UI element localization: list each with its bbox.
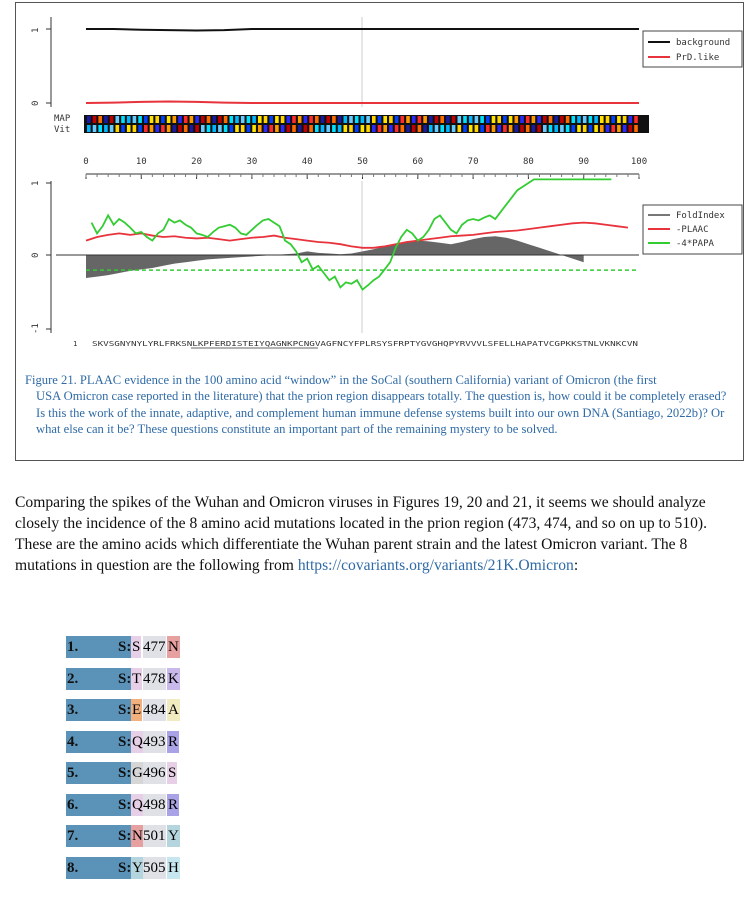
vit-track-cell	[326, 125, 330, 132]
vit-track-cell	[144, 125, 148, 132]
papa-series-line	[92, 179, 612, 289]
vit-track-cell	[133, 125, 137, 132]
x-tick-label: 70	[467, 157, 479, 167]
vit-track-cell	[423, 125, 427, 132]
vit-track-cell	[218, 125, 222, 132]
map-track-cell	[475, 116, 479, 123]
map-track-cell	[355, 116, 359, 123]
vit-track-cell	[332, 125, 336, 132]
vit-track-cell	[315, 125, 319, 132]
map-track-cell	[543, 116, 547, 123]
mutation-gene: S:	[118, 857, 131, 879]
map-track-cell	[332, 116, 336, 123]
vit-track-cell	[155, 125, 159, 132]
mutation-number: 7.	[66, 825, 118, 847]
map-track-cell	[469, 116, 473, 123]
map-track-cell	[532, 116, 536, 123]
vit-track-cell	[492, 125, 496, 132]
map-track-cell	[241, 116, 245, 123]
map-track-cell	[338, 116, 342, 123]
mutation-position: 484	[143, 699, 166, 721]
map-track-cell	[309, 116, 313, 123]
map-track-cell	[269, 116, 273, 123]
map-track-cell	[429, 116, 433, 123]
map-track-cell	[315, 116, 319, 123]
vit-track-label: Vit	[54, 125, 71, 135]
vit-track-cell	[401, 125, 405, 132]
map-track-cell	[492, 116, 496, 123]
map-track-cell	[617, 116, 621, 123]
mutation-row	[66, 668, 182, 690]
vit-track-cell	[509, 125, 513, 132]
mutation-gene: S:	[118, 825, 131, 847]
mutation-to-residue: A	[167, 699, 180, 721]
vit-track-cell	[121, 125, 125, 132]
mutation-to-residue: N	[167, 636, 180, 658]
map-track-cell	[133, 116, 137, 123]
map-track-cell	[606, 116, 610, 123]
map-track-cell	[537, 116, 541, 123]
vit-track-cell	[178, 125, 182, 132]
mutation-from-residue: G	[131, 762, 144, 784]
map-track-cell	[304, 116, 308, 123]
vit-track-cell	[292, 125, 296, 132]
mutation-number: 8.	[66, 857, 118, 879]
map-track-label: MAP	[54, 114, 71, 124]
vit-track-cell	[543, 125, 547, 132]
x-tick-label: 60	[412, 157, 424, 167]
bottom-ytick-0: 0	[31, 252, 41, 258]
vit-track-cell	[104, 125, 108, 132]
figure-caption	[25, 372, 735, 438]
top-legend	[643, 31, 742, 67]
map-track-cell	[572, 116, 576, 123]
vit-track-cell	[418, 125, 422, 132]
x-tick-label: 20	[191, 157, 203, 167]
map-track-cell	[577, 116, 581, 123]
vit-track-cell	[458, 125, 462, 132]
map-track-cell	[435, 116, 439, 123]
vit-track-cell	[606, 125, 610, 132]
mutation-gene: S:	[118, 668, 131, 690]
vit-track-cell	[446, 125, 450, 132]
map-track-cell	[281, 116, 285, 123]
map-track-cell	[389, 116, 393, 123]
vit-track-cell	[532, 125, 536, 132]
map-track-cell	[144, 116, 148, 123]
map-track-cell	[173, 116, 177, 123]
map-track-cell	[235, 116, 239, 123]
map-track-cell	[611, 116, 615, 123]
map-track-cell	[560, 116, 564, 123]
mutation-row	[66, 794, 182, 816]
mutation-row	[66, 825, 182, 847]
vit-track-cell	[366, 125, 370, 132]
mutation-position: 477	[143, 636, 166, 658]
x-tick-label: 100	[630, 157, 648, 167]
x-tick-label: 90	[578, 157, 590, 167]
map-track-cell	[583, 116, 587, 123]
map-track-cell	[480, 116, 484, 123]
vit-track-cell	[150, 125, 154, 132]
map-track-cell	[104, 116, 108, 123]
vit-track-cell	[258, 125, 262, 132]
mutation-gene: S:	[118, 699, 131, 721]
foldindex-area	[86, 236, 584, 278]
vit-track-cell	[629, 125, 633, 132]
map-track-cell	[406, 116, 410, 123]
map-track-cell	[520, 116, 524, 123]
mutation-row	[66, 762, 182, 784]
map-track-cell	[566, 116, 570, 123]
map-track-cell	[292, 116, 296, 123]
map-track-cell	[178, 116, 182, 123]
map-track-cell	[634, 116, 638, 123]
x-tick-label: 50	[357, 157, 368, 167]
map-track-cell	[629, 116, 633, 123]
vit-track-cell	[93, 125, 97, 132]
vit-track-cell	[212, 125, 216, 132]
vit-track-cell	[537, 125, 541, 132]
legend-foldindex: FoldIndex	[676, 211, 725, 221]
vit-track-cell	[594, 125, 598, 132]
mutation-position: 478	[143, 668, 166, 690]
map-track-cell	[195, 116, 199, 123]
mutation-position: 501	[143, 825, 166, 847]
vit-track-cell	[355, 125, 359, 132]
map-track-cell	[275, 116, 279, 123]
vit-track-cell	[617, 125, 621, 132]
vit-track-cell	[520, 125, 524, 132]
vit-track-cell	[304, 125, 308, 132]
vit-track-cell	[554, 125, 558, 132]
caption-continuation: USA Omicron case reported in the literature) that the prion region disappears totally. The question is, how could it be completely erased? Is this the work of the innate, adaptive, and complement human immune defense systems built into our own DNA (Santiago, 2022b)? Or what else can it be? These questions constitute an important part of the remaining mystery to be solved.	[36, 389, 727, 437]
vit-track-cell	[497, 125, 501, 132]
map-track-cell	[366, 116, 370, 123]
mutation-to-residue: K	[167, 668, 180, 690]
top-ytick-1: 1	[31, 27, 41, 33]
plaac-chart	[16, 3, 743, 363]
map-track-cell	[252, 116, 256, 123]
mutation-gene: S:	[118, 636, 131, 658]
vit-track-cell	[515, 125, 519, 132]
map-track-cell	[116, 116, 120, 123]
vit-track	[84, 124, 649, 133]
mutation-to-residue: Y	[167, 825, 180, 847]
mutation-row	[66, 731, 182, 753]
covariants-link[interactable]: https://covariants.org/variants/21K.Omicron	[297, 557, 574, 574]
mutation-from-residue: N	[131, 825, 144, 847]
figure-21	[15, 2, 744, 461]
map-track-cell	[121, 116, 125, 123]
map-track-cell	[201, 116, 205, 123]
mutation-position: 496	[143, 762, 166, 784]
vit-track-cell	[572, 125, 576, 132]
vit-track-cell	[503, 125, 507, 132]
map-track-cell	[549, 116, 553, 123]
vit-track-cell	[372, 125, 376, 132]
mutation-number: 4.	[66, 731, 118, 753]
map-track-cell	[212, 116, 216, 123]
vit-track-cell	[116, 125, 120, 132]
mutation-position: 493	[143, 731, 166, 753]
map-track-cell	[526, 116, 530, 123]
vit-track-cell	[235, 125, 239, 132]
map-track-cell	[161, 116, 165, 123]
vit-track-cell	[395, 125, 399, 132]
vit-track-cell	[452, 125, 456, 132]
legend-papa: -4*PAPA	[676, 239, 714, 249]
mutation-number: 1.	[66, 636, 118, 658]
legend-prd-like: PrD.like	[676, 53, 720, 63]
map-track-cell	[623, 116, 627, 123]
vit-track-cell	[298, 125, 302, 132]
vit-track-cell	[161, 125, 165, 132]
mutation-gene: S:	[118, 794, 131, 816]
mutation-position: 505	[143, 857, 166, 879]
vit-track-cell	[560, 125, 564, 132]
body-paragraph	[15, 492, 745, 576]
map-track-cell	[127, 116, 131, 123]
mutation-from-residue: Y	[131, 857, 144, 879]
vit-track-cell	[486, 125, 490, 132]
map-track-cell	[298, 116, 302, 123]
legend-plaac: -PLAAC	[676, 225, 709, 235]
map-track-cell	[167, 116, 171, 123]
map-track-cell	[486, 116, 490, 123]
mutation-gene: S:	[118, 762, 131, 784]
mutation-row	[66, 857, 182, 879]
map-track-cell	[497, 116, 501, 123]
vit-track-cell	[127, 125, 131, 132]
paragraph-text: Comparing the spikes of the Wuhan and Omicron viruses in Figures 19, 20 and 21, it seems we should analyze closely the incidence of the 8 amino acid mutations located in the prion region (473, 474, and so on up to 510). These are the amino acids which differentiate the Wuhan parent strain and the latest Omicron variant. The 8 mutations in question are the following from	[15, 494, 708, 574]
map-track-cell	[258, 116, 262, 123]
map-track-cell	[321, 116, 325, 123]
vit-track-cell	[201, 125, 205, 132]
map-track-cell	[401, 116, 405, 123]
vit-track-cell	[463, 125, 467, 132]
map-track-cell	[98, 116, 102, 123]
vit-track-cell	[338, 125, 342, 132]
vit-track-cell	[281, 125, 285, 132]
map-track-cell	[458, 116, 462, 123]
map-track-cell	[93, 116, 97, 123]
sequence-start: 1	[73, 339, 78, 348]
vit-track-cell	[247, 125, 251, 132]
bottom-ytick-neg1: -1	[31, 323, 41, 334]
vit-track-cell	[269, 125, 273, 132]
map-track-cell	[247, 116, 251, 123]
vit-track-cell	[406, 125, 410, 132]
vit-track-cell	[378, 125, 382, 132]
mutation-from-residue: Q	[131, 731, 144, 753]
vit-track-cell	[383, 125, 387, 132]
legend-background: background	[676, 38, 731, 48]
top-plot	[31, 17, 742, 107]
map-track-cell	[554, 116, 558, 123]
vit-track-cell	[264, 125, 268, 132]
vit-track-cell	[167, 125, 171, 132]
vit-track-cell	[583, 125, 587, 132]
vit-track-cell	[412, 125, 416, 132]
map-track-cell	[452, 116, 456, 123]
map-track-cell	[230, 116, 234, 123]
vit-track-cell	[287, 125, 291, 132]
map-track-cell	[412, 116, 416, 123]
bottom-legend	[643, 205, 742, 254]
mutation-to-residue: H	[167, 857, 180, 879]
map-track-cell	[184, 116, 188, 123]
map-track-cell	[600, 116, 604, 123]
x-tick-label: 0	[83, 157, 89, 167]
vit-track-cell	[195, 125, 199, 132]
x-tick-label: 40	[301, 157, 313, 167]
map-track-cell	[503, 116, 507, 123]
mutation-from-residue: E	[131, 699, 142, 721]
map-track-cell	[150, 116, 154, 123]
mutation-row	[66, 699, 182, 721]
vit-track-cell	[224, 125, 228, 132]
vit-track-cell	[600, 125, 604, 132]
mutation-to-residue: R	[167, 731, 179, 753]
map-track-cell	[207, 116, 211, 123]
mutation-to-residue: R	[167, 794, 179, 816]
map-track-cell	[287, 116, 291, 123]
map-track-cell	[264, 116, 268, 123]
map-track-cell	[155, 116, 159, 123]
vit-track-cell	[480, 125, 484, 132]
map-track-cell	[440, 116, 444, 123]
vit-track-cell	[389, 125, 393, 132]
vit-track-cell	[230, 125, 234, 132]
vit-track-cell	[549, 125, 553, 132]
vit-track-cell	[275, 125, 279, 132]
vit-track-cell	[429, 125, 433, 132]
vit-track-cell	[349, 125, 353, 132]
map-track-cell	[509, 116, 513, 123]
vit-track-cell	[623, 125, 627, 132]
vit-track-cell	[321, 125, 325, 132]
map-track	[84, 115, 649, 124]
vit-track-cell	[252, 125, 256, 132]
vit-track-cell	[475, 125, 479, 132]
map-track-cell	[138, 116, 142, 123]
map-track-cell	[224, 116, 228, 123]
mutation-from-residue: S	[131, 636, 141, 658]
vit-track-cell	[184, 125, 188, 132]
map-track-cell	[361, 116, 365, 123]
map-track-cell	[383, 116, 387, 123]
vit-track-cell	[435, 125, 439, 132]
map-track-cell	[395, 116, 399, 123]
vit-track-cell	[173, 125, 177, 132]
vit-track-cell	[566, 125, 570, 132]
map-track-cell	[463, 116, 467, 123]
map-track-cell	[378, 116, 382, 123]
x-tick-label: 30	[246, 157, 258, 167]
map-track-cell	[110, 116, 114, 123]
map-track-cell	[515, 116, 519, 123]
mutation-number: 5.	[66, 762, 118, 784]
top-ytick-0: 0	[31, 100, 41, 106]
vit-track-cell	[361, 125, 365, 132]
bottom-plot	[31, 179, 742, 348]
map-track-cell	[446, 116, 450, 123]
vit-track-cell	[309, 125, 313, 132]
map-track-cell	[87, 116, 91, 123]
x-tick-label: 80	[522, 157, 534, 167]
caption-first-line: Figure 21. PLAAC evidence in the 100 amino acid “window” in the SoCal (southern California) variant of Omicron (the first	[25, 373, 657, 387]
x-axis	[83, 157, 647, 179]
map-track-cell	[190, 116, 194, 123]
mutation-position: 498	[143, 794, 166, 816]
vit-track-cell	[611, 125, 615, 132]
vit-track-cell	[207, 125, 211, 132]
vit-track-cell	[190, 125, 194, 132]
mutation-number: 3.	[66, 699, 118, 721]
plaac-series-line	[86, 223, 628, 248]
state-tracks	[54, 114, 649, 135]
vit-track-cell	[138, 125, 142, 132]
vit-track-cell	[344, 125, 348, 132]
vit-track-cell	[577, 125, 581, 132]
vit-track-cell	[469, 125, 473, 132]
vit-track-cell	[98, 125, 102, 132]
vit-track-cell	[634, 125, 638, 132]
map-track-cell	[326, 116, 330, 123]
map-track-cell	[589, 116, 593, 123]
vit-track-cell	[526, 125, 530, 132]
map-track-cell	[344, 116, 348, 123]
vit-track-cell	[87, 125, 91, 132]
x-tick-label: 10	[135, 157, 147, 167]
map-track-cell	[218, 116, 222, 123]
mutation-row	[66, 636, 182, 658]
map-track-cell	[418, 116, 422, 123]
mutation-number: 2.	[66, 668, 118, 690]
vit-track-cell	[440, 125, 444, 132]
mutation-gene: S:	[118, 731, 131, 753]
paragraph-colon: :	[573, 557, 579, 574]
map-track-cell	[372, 116, 376, 123]
mutation-from-residue: T	[131, 668, 142, 690]
mutation-from-residue: Q	[131, 794, 144, 816]
mutation-to-residue: S	[167, 762, 177, 784]
map-track-cell	[594, 116, 598, 123]
bottom-ytick-1: 1	[31, 180, 41, 186]
vit-track-cell	[589, 125, 593, 132]
amino-acid-sequence: SKVSGNYNYLYRLFRKSNLKPFERDISTEIYQAGNKPCNGVAGFNCYFPLRSYSFRPTYGVGHQPYRVVVLSFELLHAPATVCGPKKSTNLVKNKCVN	[92, 339, 638, 348]
vit-track-cell	[241, 125, 245, 132]
vit-track-cell	[110, 125, 114, 132]
map-track-cell	[423, 116, 427, 123]
map-track-cell	[349, 116, 353, 123]
mutation-number: 6.	[66, 794, 118, 816]
